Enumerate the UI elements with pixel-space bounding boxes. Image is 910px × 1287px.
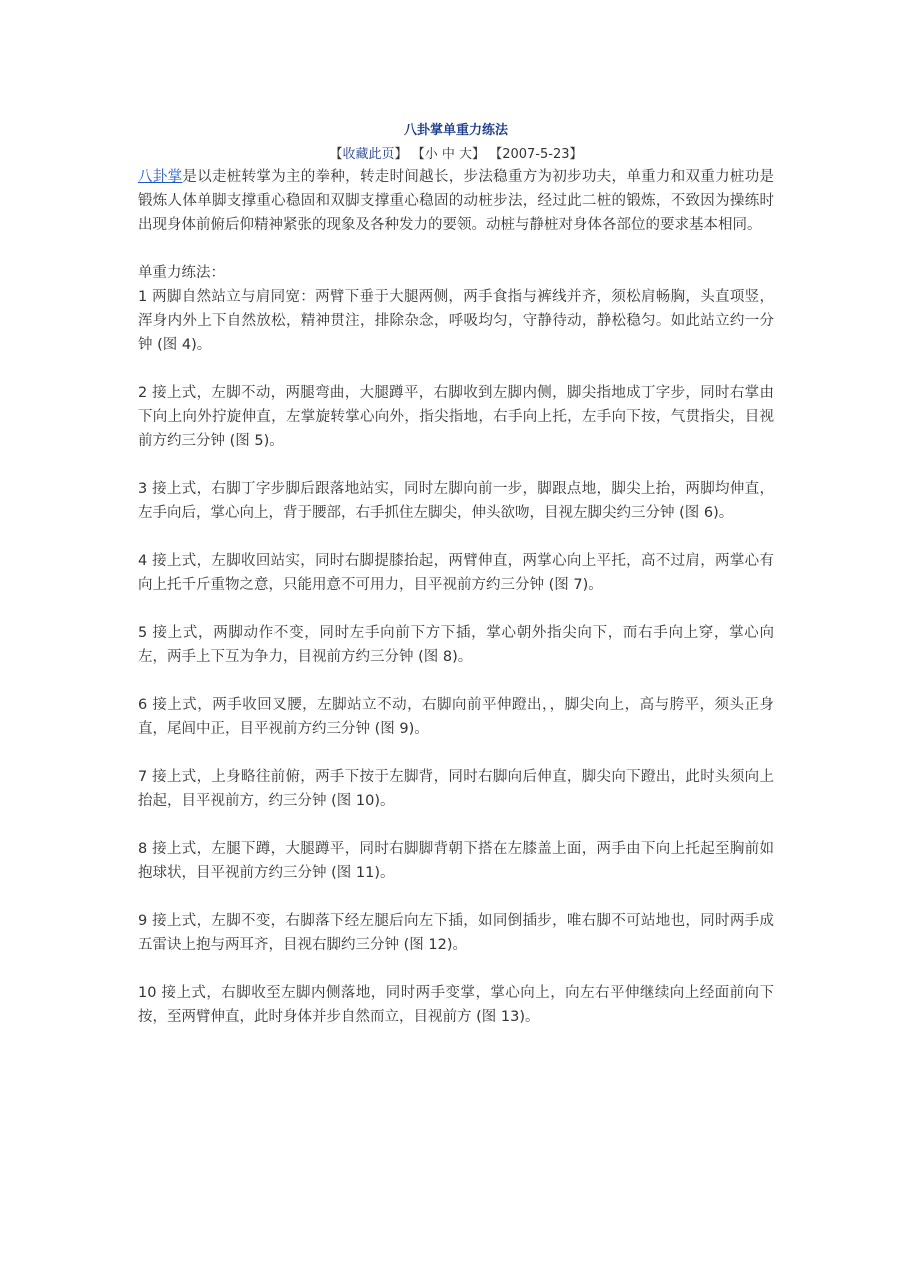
section-heading: 单重力练法： xyxy=(138,265,225,281)
step-paragraph: 1 两脚自然站立与肩同宽：两臂下垂于大腿两侧，两手食指与裤线并齐，须松肩畅胸，头直项竖，浑身内外上下自然放松，精神贯注，排除杂念，呼吸均匀，守静待动，静松稳匀。如此站立约一分钟 (图 4)。 xyxy=(138,289,774,353)
page-title: 八卦掌单重力练法 xyxy=(403,123,508,138)
step-paragraph: 5 接上式，两脚动作不变，同时左手向前下方下插，掌心朝外指尖向下，而右手向上穿，掌心向左，两手上下互为争力，目视前方约三分钟 (图 8)。 xyxy=(138,625,774,665)
font-size-medium-link[interactable]: 中 xyxy=(441,147,455,162)
intro-paragraph xyxy=(138,165,774,237)
font-size-large-link[interactable]: 大 xyxy=(459,147,473,162)
bracket: 【 xyxy=(411,147,425,162)
step-paragraph: 8 接上式，左腿下蹲，大腿蹲平，同时右脚脚背朝下搭在左膝盖上面，两手由下向上托起至胸前如抱球状，目平视前方约三分钟 (图 11)。 xyxy=(138,841,774,881)
intro-text: 是以走桩转掌为主的拳种，转走时间越长，步法稳重方为初步功夫，单重力和双重力桩功是锻炼人体单脚支撑重心稳固和双脚支撑重心稳固的动桩步法，经过此二桩的锻炼，不致因为操练时出现身体前俯后仰精神紧张的现象及各种发力的要领。动桩与静桩对身体各部位的要求基本相同。 xyxy=(138,169,775,233)
article-body xyxy=(138,165,774,1029)
bracket: 】 xyxy=(472,147,486,162)
step-paragraph: 9 接上式，左脚不变，右脚落下经左腿后向左下插，如同倒插步，唯右脚不可站地也，同时两手成五雷诀上抱与两耳齐，目视右脚约三分钟 (图 12)。 xyxy=(138,913,774,953)
step-paragraph: 3 接上式，右脚丁字步脚后跟落地站实，同时左脚向前一步，脚跟点地，脚尖上抬，两脚均伸直，左手向后，掌心向上，背于腰部，右手抓住左脚尖，伸头欲吻，目视左脚尖约三分钟 (图 6)。 xyxy=(138,481,774,521)
step-paragraph: 7 接上式，上身略往前俯，两手下按于左脚背，同时右脚向后伸直，脚尖向下蹬出，此时头须向上抬起，目平视前方，约三分钟 (图 10)。 xyxy=(138,769,774,809)
step-paragraph: 4 接上式，左脚收回站实，同时右脚提膝抬起，两臂伸直，两掌心向上平托，高不过肩，两掌心有向上托千斤重物之意，只能用意不可用力，目平视前方约三分钟 (图 7)。 xyxy=(138,553,774,593)
step-paragraph: 2 接上式，左脚不动，两腿弯曲，大腿蹲平，右脚收到左脚内侧，脚尖指地成丁字步，同时右掌由下向上向外拧旋伸直，左掌旋转掌心向外，指尖指地，右手向上托，左手向下按，气贯指尖，目视前方约三分钟 (图 5)。 xyxy=(138,385,774,449)
step-paragraph: 6 接上式，两手收回叉腰，左脚站立不动，右脚向前平伸蹬出，，脚尖向上，高与胯平，须头正身直，尾闾中正，目平视前方约三分钟 (图 9)。 xyxy=(138,697,774,737)
bracket: 【 xyxy=(489,147,503,162)
bookmark-link[interactable]: 收藏此页 xyxy=(342,147,395,162)
bracket: 】 xyxy=(394,147,408,162)
article xyxy=(138,122,774,1053)
bracket: 【 xyxy=(329,147,343,162)
article-meta xyxy=(138,145,774,165)
font-size-small-link[interactable]: 小 xyxy=(424,147,438,162)
publish-date: 2007-5-23 xyxy=(502,147,570,162)
bagua-term-link[interactable]: 八卦掌 xyxy=(138,169,183,185)
bracket: 】 xyxy=(569,147,583,162)
step-paragraph: 10 接上式，右脚收至左脚内侧落地，同时两手变掌，掌心向上，向左右平伸继续向上经面前向下按，至两臂伸直，此时身体并步自然而立，目视前方 (图 13)。 xyxy=(138,985,774,1025)
